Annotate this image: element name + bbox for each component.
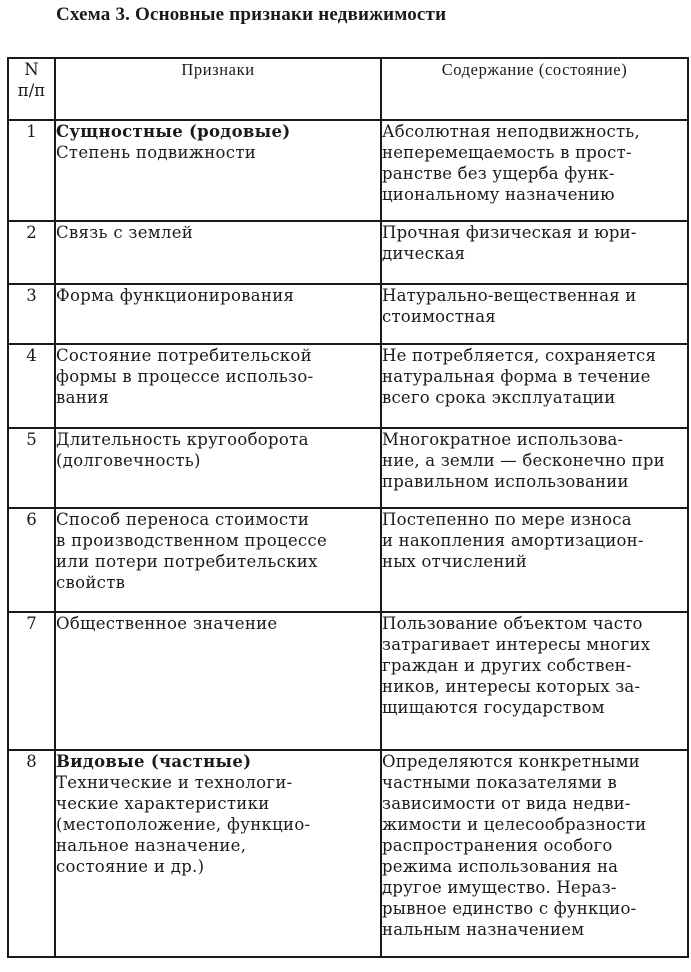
content-text-line: зависимости от вида недви- bbox=[382, 794, 631, 813]
table-row bbox=[8, 221, 688, 284]
content-cell bbox=[381, 284, 688, 344]
content-text-line: Прочная физическая и юри- bbox=[382, 223, 637, 242]
content-cell bbox=[381, 221, 688, 284]
feature-text-line: состояние и др.) bbox=[56, 857, 205, 876]
table-row bbox=[8, 120, 688, 221]
feature-text-line: или потери потребительских bbox=[56, 552, 318, 571]
content-text-line: стоимостная bbox=[382, 307, 496, 326]
content-text-line: натуральная форма в течение bbox=[382, 367, 651, 386]
row-number: 8 bbox=[8, 750, 55, 957]
content-text-line: правильном использовании bbox=[382, 472, 629, 491]
feature-text-line: свойств bbox=[56, 573, 126, 592]
feature-cell bbox=[55, 120, 381, 221]
content-cell bbox=[381, 750, 688, 957]
scheme-title bbox=[56, 4, 446, 26]
content-text-line: нальным назначением bbox=[382, 920, 585, 939]
content-text-line: ние, а земли — бесконечно при bbox=[382, 451, 665, 470]
content-cell bbox=[381, 428, 688, 508]
feature-text-line: Длительность кругооборота bbox=[56, 430, 309, 449]
feature-text-line: Состояние потребительской bbox=[56, 346, 312, 365]
feature-cell bbox=[55, 344, 381, 428]
feature-cell bbox=[55, 612, 381, 750]
content-text-line: ных отчислений bbox=[382, 552, 527, 571]
row-number: 1 bbox=[8, 120, 55, 221]
feature-text-line: нальное назначение, bbox=[56, 836, 247, 855]
feature-cell bbox=[55, 284, 381, 344]
content-text-line: другое имущество. Нераз- bbox=[382, 878, 617, 897]
feature-text-line: Способ переноса стоимости bbox=[56, 510, 310, 529]
feature-cell bbox=[55, 508, 381, 612]
content-text-line: Не потребляется, сохраняется bbox=[382, 346, 657, 365]
feature-text-line: Связь с землей bbox=[56, 223, 194, 242]
features-table bbox=[7, 57, 689, 958]
content-text-line: режима использования на bbox=[382, 857, 619, 876]
row-number: 5 bbox=[8, 428, 55, 508]
content-text-line: циональному назначению bbox=[382, 185, 615, 204]
content-cell bbox=[381, 508, 688, 612]
table-row bbox=[8, 284, 688, 344]
table-row bbox=[8, 344, 688, 428]
content-cell bbox=[381, 344, 688, 428]
content-text-line: жимости и целесообразности bbox=[382, 815, 647, 834]
feature-text-line: в производственном процессе bbox=[56, 531, 328, 550]
content-text-line: ранстве без ущерба функ- bbox=[382, 164, 615, 183]
content-text-line: неперемещаемость в прост- bbox=[382, 143, 632, 162]
header-number: N п/п bbox=[8, 58, 55, 120]
table-row bbox=[8, 750, 688, 957]
content-text-line: Постепенно по мере износа bbox=[382, 510, 632, 529]
table-row bbox=[8, 508, 688, 612]
feature-text-line: формы в процессе использо- bbox=[56, 367, 314, 386]
feature-cell bbox=[55, 428, 381, 508]
content-text-line: ников, интересы которых за- bbox=[382, 677, 641, 696]
row-number: 2 bbox=[8, 221, 55, 284]
table-row bbox=[8, 612, 688, 750]
content-text-line: частными показателями в bbox=[382, 773, 617, 792]
content-text-line: затрагивает интересы многих bbox=[382, 635, 651, 654]
feature-group-heading: Сущностные (родовые) bbox=[56, 122, 291, 141]
feature-text-line: ческие характеристики bbox=[56, 794, 270, 813]
feature-text-line: вания bbox=[56, 388, 110, 407]
row-number: 7 bbox=[8, 612, 55, 750]
content-text-line: граждан и других собствен- bbox=[382, 656, 632, 675]
table-row bbox=[8, 428, 688, 508]
feature-cell bbox=[55, 750, 381, 957]
scheme-label: Схема 3. bbox=[56, 4, 131, 25]
table-body bbox=[8, 120, 688, 957]
row-number: 6 bbox=[8, 508, 55, 612]
content-text-line: щищаются государством bbox=[382, 698, 605, 717]
content-text-line: Натурально-вещественная и bbox=[382, 286, 637, 305]
feature-text-line: (местоположение, функцио- bbox=[56, 815, 311, 834]
feature-group-heading: Видовые (частные) bbox=[56, 752, 252, 771]
feature-text-line: (долговечность) bbox=[56, 451, 201, 470]
content-text-line: Определяются конкретными bbox=[382, 752, 640, 771]
feature-text-line: Общественное значение bbox=[56, 614, 278, 633]
content-text-line: распространения особого bbox=[382, 836, 613, 855]
content-text-line: рывное единство с функцио- bbox=[382, 899, 637, 918]
content-text-line: и накопления амортизацион- bbox=[382, 531, 644, 550]
feature-text-line: Форма функционирования bbox=[56, 286, 295, 305]
content-text-line: Абсолютная неподвижность, bbox=[382, 122, 640, 141]
row-number: 3 bbox=[8, 284, 55, 344]
content-cell bbox=[381, 612, 688, 750]
content-text-line: дическая bbox=[382, 244, 466, 263]
content-text-line: Многократное использова- bbox=[382, 430, 624, 449]
table-header-row bbox=[8, 58, 688, 120]
content-cell bbox=[381, 120, 688, 221]
header-content: Содержание (состояние) bbox=[381, 58, 688, 120]
row-number: 4 bbox=[8, 344, 55, 428]
header-features: Признаки bbox=[55, 58, 381, 120]
scheme-title-text: Основные признаки недвижимости bbox=[135, 4, 447, 25]
content-text-line: всего срока эксплуатации bbox=[382, 388, 616, 407]
content-text-line: Пользование объектом часто bbox=[382, 614, 643, 633]
feature-cell bbox=[55, 221, 381, 284]
feature-text-line: Технические и технологи- bbox=[56, 773, 293, 792]
feature-text-line: Степень подвижности bbox=[56, 143, 257, 162]
